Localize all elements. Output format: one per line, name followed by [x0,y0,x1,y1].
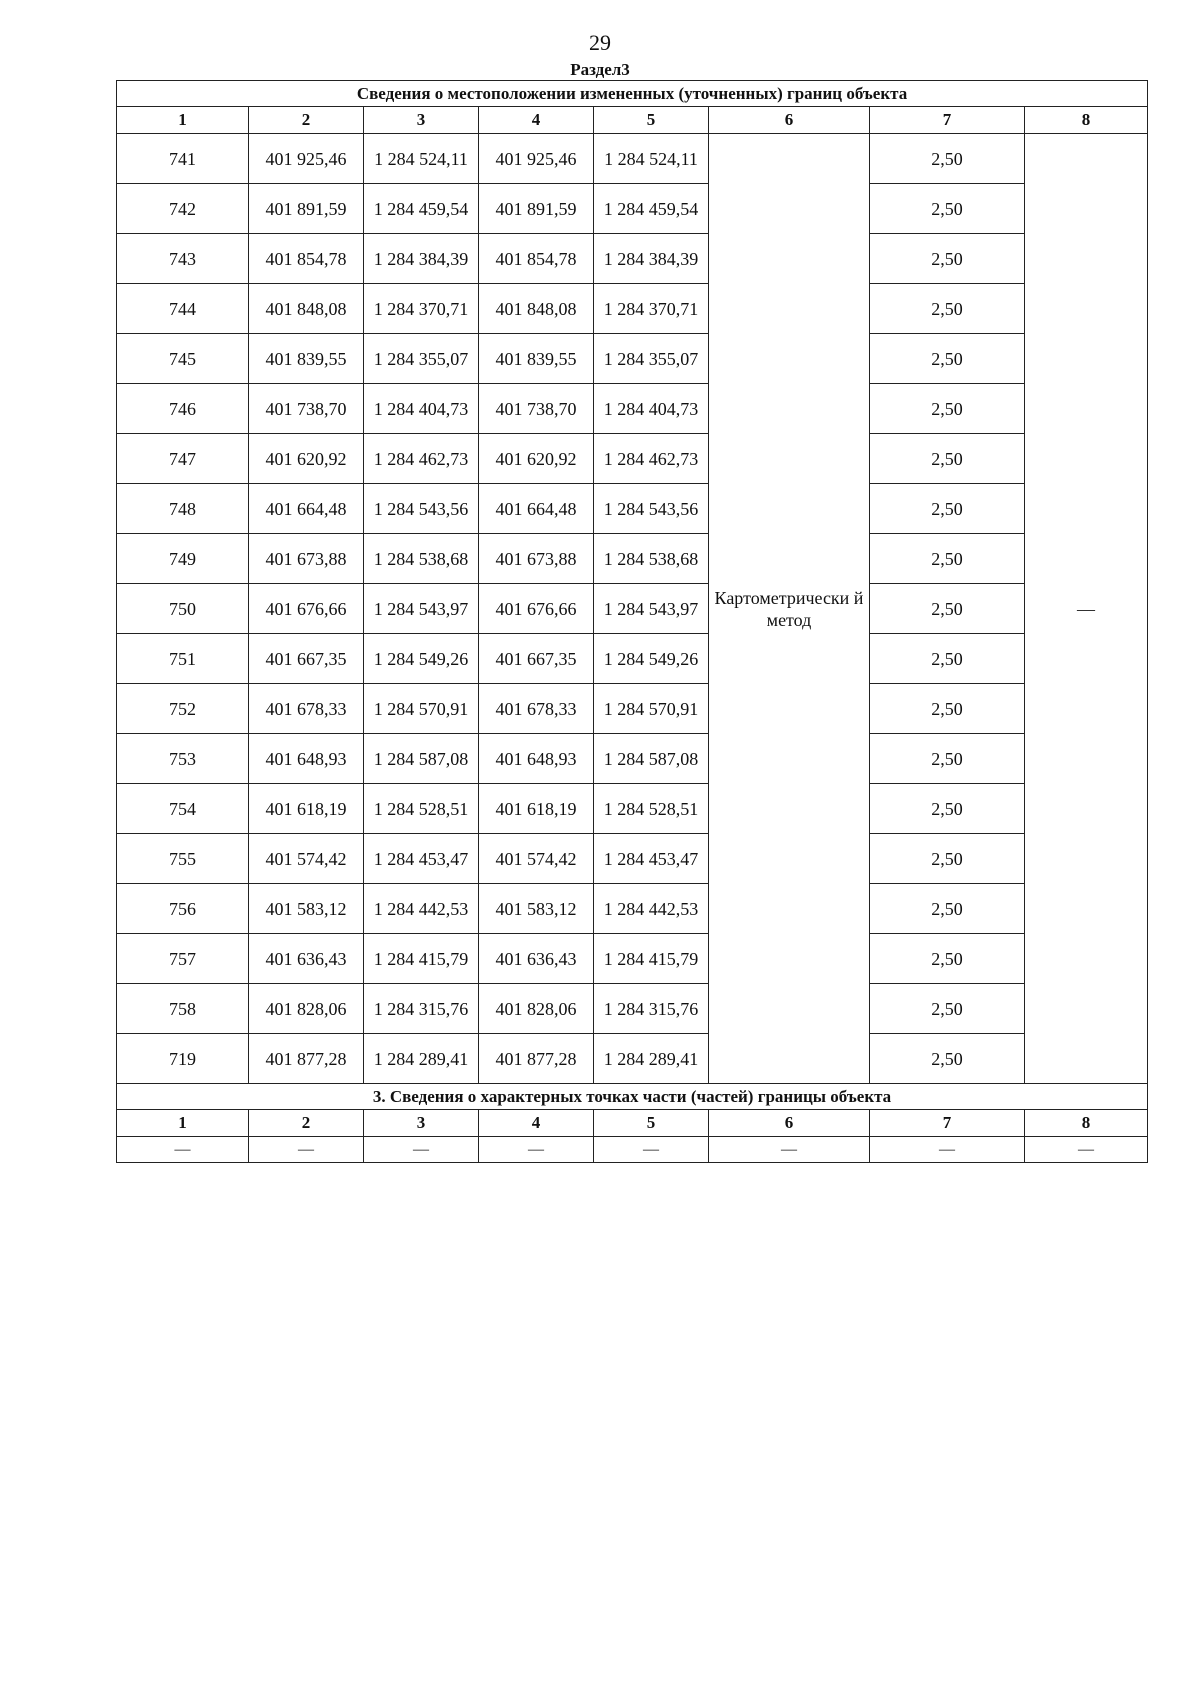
x-existing-cell: 401 620,92 [249,434,364,484]
column-number-row [117,107,1148,134]
accuracy-cell: 2,50 [870,384,1025,434]
accuracy-cell: 2,50 [870,534,1025,584]
table-row [117,284,1148,334]
y-new-cell: 1 284 355,07 [594,334,709,384]
accuracy-cell: 2,50 [870,1034,1025,1084]
point-number-cell: 750 [117,584,249,634]
table-row [117,834,1148,884]
y-existing-cell: 1 284 543,56 [364,484,479,534]
column-header: 8 [1025,107,1148,134]
point-number-cell: 719 [117,1034,249,1084]
point-number-cell: 746 [117,384,249,434]
point-number-cell: 755 [117,834,249,884]
y-existing-cell: 1 284 462,73 [364,434,479,484]
y-existing-cell: 1 284 453,47 [364,834,479,884]
accuracy-cell: 2,50 [870,684,1025,734]
table-row [117,184,1148,234]
table-row [117,934,1148,984]
x-existing-cell: 401 648,93 [249,734,364,784]
y-new-cell: 1 284 459,54 [594,184,709,234]
x-new-cell: 401 848,08 [479,284,594,334]
accuracy-cell: 2,50 [870,434,1025,484]
y-new-cell: 1 284 543,97 [594,584,709,634]
table-row [117,384,1148,434]
column-header: 8 [1025,1110,1148,1137]
column-header: 4 [479,107,594,134]
accuracy-cell: 2,50 [870,634,1025,684]
point-number-cell: 756 [117,884,249,934]
y-new-cell: 1 284 538,68 [594,534,709,584]
y-new-cell: 1 284 528,51 [594,784,709,834]
section3-caption: 3. Сведения о характерных точках части (частей) границы объекта [117,1084,1148,1110]
column-header: 7 [870,107,1025,134]
point-number-cell: 757 [117,934,249,984]
table-row [117,884,1148,934]
column-header: 5 [594,107,709,134]
column-header: 3 [364,107,479,134]
y-existing-cell: 1 284 370,71 [364,284,479,334]
y-new-cell: 1 284 543,56 [594,484,709,534]
y-new-cell: 1 284 384,39 [594,234,709,284]
x-existing-cell: 401 676,66 [249,584,364,634]
x-existing-cell: 401 583,12 [249,884,364,934]
point-number-cell: 743 [117,234,249,284]
accuracy-cell: 2,50 [870,584,1025,634]
y-existing-cell: 1 284 570,91 [364,684,479,734]
empty-cell: — [709,1137,870,1163]
y-new-cell: 1 284 453,47 [594,834,709,884]
x-new-cell: 401 583,12 [479,884,594,934]
x-new-cell: 401 678,33 [479,684,594,734]
accuracy-cell: 2,50 [870,734,1025,784]
section3-empty-row [117,1137,1148,1163]
x-new-cell: 401 925,46 [479,134,594,184]
table-row [117,784,1148,834]
table-row [117,984,1148,1034]
x-new-cell: 401 620,92 [479,434,594,484]
table-row [117,1034,1148,1084]
x-new-cell: 401 877,28 [479,1034,594,1084]
x-existing-cell: 401 673,88 [249,534,364,584]
point-number-cell: 747 [117,434,249,484]
point-number-cell: 742 [117,184,249,234]
x-existing-cell: 401 678,33 [249,684,364,734]
column-header: 6 [709,107,870,134]
table-row [117,434,1148,484]
x-existing-cell: 401 636,43 [249,934,364,984]
table-row [117,134,1148,184]
y-existing-cell: 1 284 549,26 [364,634,479,684]
x-new-cell: 401 738,70 [479,384,594,434]
empty-cell: — [594,1137,709,1163]
accuracy-cell: 2,50 [870,934,1025,984]
y-new-cell: 1 284 315,76 [594,984,709,1034]
x-new-cell: 401 673,88 [479,534,594,584]
column-header: 6 [709,1110,870,1137]
accuracy-cell: 2,50 [870,984,1025,1034]
x-existing-cell: 401 839,55 [249,334,364,384]
x-existing-cell: 401 738,70 [249,384,364,434]
method-cell: Картометрически й метод [709,134,870,1084]
section-heading: Раздел3 [570,60,630,79]
accuracy-cell: 2,50 [870,284,1025,334]
y-existing-cell: 1 284 315,76 [364,984,479,1034]
x-new-cell: 401 891,59 [479,184,594,234]
y-existing-cell: 1 284 459,54 [364,184,479,234]
column-header: 1 [117,107,249,134]
point-number-cell: 752 [117,684,249,734]
table-row [117,634,1148,684]
y-existing-cell: 1 284 528,51 [364,784,479,834]
x-existing-cell: 401 925,46 [249,134,364,184]
y-new-cell: 1 284 462,73 [594,434,709,484]
boundary-coordinates-table [116,80,1148,1163]
table-row [117,534,1148,584]
accuracy-cell: 2,50 [870,834,1025,884]
y-new-cell: 1 284 370,71 [594,284,709,334]
x-new-cell: 401 667,35 [479,634,594,684]
y-existing-cell: 1 284 404,73 [364,384,479,434]
point-number-cell: 753 [117,734,249,784]
point-number-cell: 744 [117,284,249,334]
y-new-cell: 1 284 549,26 [594,634,709,684]
column-header: 3 [364,1110,479,1137]
point-number-cell: 751 [117,634,249,684]
point-number-cell: 758 [117,984,249,1034]
y-existing-cell: 1 284 355,07 [364,334,479,384]
x-existing-cell: 401 848,08 [249,284,364,334]
accuracy-cell: 2,50 [870,784,1025,834]
accuracy-cell: 2,50 [870,484,1025,534]
x-existing-cell: 401 891,59 [249,184,364,234]
empty-cell: — [117,1137,249,1163]
y-new-cell: 1 284 289,41 [594,1034,709,1084]
table-row [117,734,1148,784]
column-header: 4 [479,1110,594,1137]
column8-cell: — [1025,134,1148,1084]
column-header: 2 [249,1110,364,1137]
x-new-cell: 401 574,42 [479,834,594,884]
x-existing-cell: 401 854,78 [249,234,364,284]
column-header: 5 [594,1110,709,1137]
x-new-cell: 401 636,43 [479,934,594,984]
x-new-cell: 401 648,93 [479,734,594,784]
x-existing-cell: 401 574,42 [249,834,364,884]
x-existing-cell: 401 664,48 [249,484,364,534]
y-new-cell: 1 284 570,91 [594,684,709,734]
point-number-cell: 741 [117,134,249,184]
y-new-cell: 1 284 404,73 [594,384,709,434]
y-existing-cell: 1 284 587,08 [364,734,479,784]
y-existing-cell: 1 284 538,68 [364,534,479,584]
empty-cell: — [1025,1137,1148,1163]
empty-cell: — [364,1137,479,1163]
column-header: 2 [249,107,364,134]
y-existing-cell: 1 284 415,79 [364,934,479,984]
x-new-cell: 401 676,66 [479,584,594,634]
table-row [117,684,1148,734]
y-existing-cell: 1 284 384,39 [364,234,479,284]
table-row [117,484,1148,534]
x-existing-cell: 401 667,35 [249,634,364,684]
y-existing-cell: 1 284 289,41 [364,1034,479,1084]
accuracy-cell: 2,50 [870,134,1025,184]
x-new-cell: 401 664,48 [479,484,594,534]
accuracy-cell: 2,50 [870,234,1025,284]
x-new-cell: 401 854,78 [479,234,594,284]
table-row [117,334,1148,384]
accuracy-cell: 2,50 [870,184,1025,234]
y-existing-cell: 1 284 442,53 [364,884,479,934]
y-new-cell: 1 284 415,79 [594,934,709,984]
y-new-cell: 1 284 524,11 [594,134,709,184]
x-existing-cell: 401 877,28 [249,1034,364,1084]
point-number-cell: 754 [117,784,249,834]
table-caption: Сведения о местоположении измененных (уточненных) границ объекта [117,81,1148,107]
column-header: 7 [870,1110,1025,1137]
y-new-cell: 1 284 442,53 [594,884,709,934]
y-new-cell: 1 284 587,08 [594,734,709,784]
table-row [117,234,1148,284]
accuracy-cell: 2,50 [870,884,1025,934]
accuracy-cell: 2,50 [870,334,1025,384]
empty-cell: — [249,1137,364,1163]
empty-cell: — [870,1137,1025,1163]
column-header: 1 [117,1110,249,1137]
section3-column-number-row [117,1110,1148,1137]
x-new-cell: 401 618,19 [479,784,594,834]
table-row [117,584,1148,634]
point-number-cell: 745 [117,334,249,384]
y-existing-cell: 1 284 543,97 [364,584,479,634]
point-number-cell: 748 [117,484,249,534]
y-existing-cell: 1 284 524,11 [364,134,479,184]
x-new-cell: 401 828,06 [479,984,594,1034]
empty-cell: — [479,1137,594,1163]
page-number: 29 [589,30,611,55]
x-existing-cell: 401 618,19 [249,784,364,834]
x-existing-cell: 401 828,06 [249,984,364,1034]
point-number-cell: 749 [117,534,249,584]
x-new-cell: 401 839,55 [479,334,594,384]
